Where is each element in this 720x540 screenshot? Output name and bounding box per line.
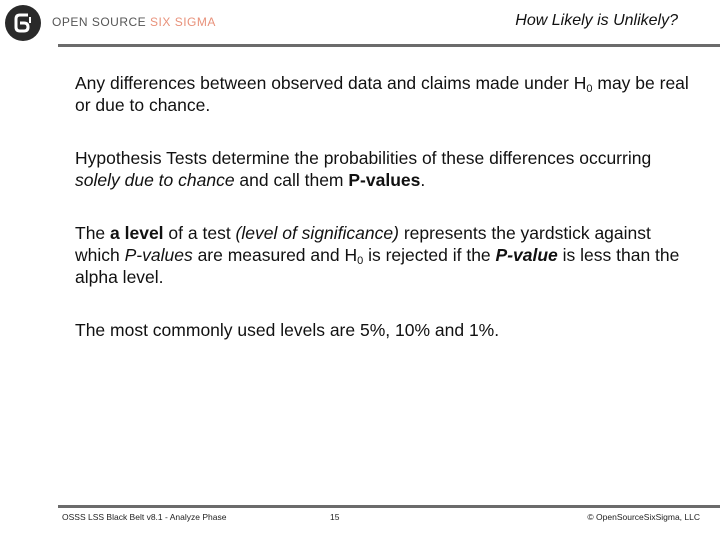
slide-title: How Likely is Unlikely?	[515, 12, 678, 29]
logo-wordmark: OPEN SOURCE SIX SIGMA	[52, 15, 216, 29]
footer-page-number: 15	[330, 512, 340, 522]
logo-glyph	[14, 13, 32, 33]
paragraph-observed-differences: Any differences between observed data and claims made under $H_0$ may be real or due to chance.	[75, 73, 689, 115]
footer-divider	[58, 505, 720, 508]
slide-body	[75, 72, 695, 372]
footer-course-label: OSSS LSS Black Belt v8.1 - Analyze Phase	[62, 512, 227, 522]
six-sigma-logo-icon	[5, 5, 41, 41]
header-divider	[58, 44, 720, 47]
footer-copyright: © OpenSourceSixSigma, LLC	[587, 512, 700, 522]
paragraph-common-levels: The most commonly used levels are 5%, 10% and 1%.	[75, 320, 500, 340]
paragraph-hypothesis-tests: Hypothesis Tests determine the probabilities of these differences occurring solely due to chance and call them P-values.	[75, 148, 652, 190]
paragraph-alpha-level: The a level of a test (level of significance) represents the yardstick against which P-values are measured and $H_0$ is rejected if the P-value is less than the alpha level.	[75, 223, 680, 287]
